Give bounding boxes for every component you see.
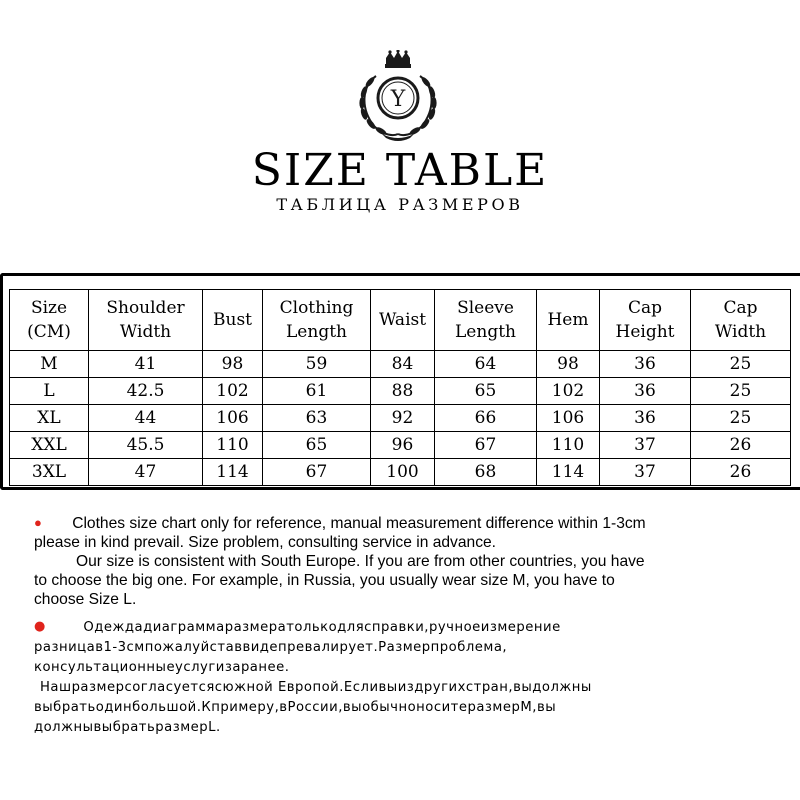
note-line: консультационныеуслугизаранее. bbox=[34, 660, 290, 675]
cell-clothing-length: 65 bbox=[263, 432, 371, 459]
header-bust: Bust bbox=[203, 290, 263, 351]
cell-bust: 102 bbox=[203, 378, 263, 405]
note-line: to choose the big one. For example, in Russia, you usually wear size M, you have to bbox=[34, 572, 615, 589]
cell-shoulder-width: 44 bbox=[89, 405, 203, 432]
cell-clothing-length: 61 bbox=[263, 378, 371, 405]
note-line: должнывыбратьразмерL. bbox=[34, 720, 221, 735]
cell-size: L bbox=[10, 378, 89, 405]
note-line: Our size is consistent with South Europe. If you are from other countries, you have bbox=[76, 553, 645, 570]
cell-size: M bbox=[10, 351, 89, 378]
table-row bbox=[10, 351, 791, 378]
bullet-icon: ● bbox=[34, 619, 46, 634]
cell-hem: 102 bbox=[537, 378, 600, 405]
cell-size: XL bbox=[10, 405, 89, 432]
cell-hem: 114 bbox=[537, 459, 600, 486]
cell-cap-width: 25 bbox=[691, 351, 791, 378]
note-line: Clothes size chart only for reference, manual measurement difference within 1-3cm bbox=[72, 515, 646, 532]
cell-bust: 110 bbox=[203, 432, 263, 459]
cell-size: 3XL bbox=[10, 459, 89, 486]
cell-bust: 106 bbox=[203, 405, 263, 432]
header-shoulder-width: Shoulder Width bbox=[89, 290, 203, 351]
header-sleeve-length: Sleeve Length bbox=[435, 290, 537, 351]
header-cap-width: Cap Width bbox=[691, 290, 791, 351]
cell-hem: 110 bbox=[537, 432, 600, 459]
cell-shoulder-width: 41 bbox=[89, 351, 203, 378]
cell-waist: 92 bbox=[371, 405, 435, 432]
cell-hem: 98 bbox=[537, 351, 600, 378]
note-line: Одеждадиаграммаразмератолькодлясправки,ручноеизмерение bbox=[83, 620, 561, 635]
brand-crest-icon bbox=[350, 50, 446, 142]
table-row bbox=[10, 459, 791, 486]
header-size: Size (CM) bbox=[10, 290, 89, 351]
cell-cap-width: 25 bbox=[691, 405, 791, 432]
cell-cap-height: 36 bbox=[600, 351, 691, 378]
note-line: choose Size L. bbox=[34, 591, 137, 608]
cell-size: XXL bbox=[10, 432, 89, 459]
russian-notes bbox=[34, 618, 800, 738]
header-clothing-length: Clothing Length bbox=[263, 290, 371, 351]
table-header-row bbox=[10, 290, 791, 351]
cell-cap-width: 26 bbox=[691, 432, 791, 459]
size-table bbox=[9, 289, 791, 486]
brand-crest-letter: Y bbox=[390, 87, 406, 112]
cell-cap-height: 36 bbox=[600, 405, 691, 432]
table-row bbox=[10, 405, 791, 432]
header-cap-height: Cap Height bbox=[600, 290, 691, 351]
cell-sleeve-length: 67 bbox=[435, 432, 537, 459]
cell-clothing-length: 63 bbox=[263, 405, 371, 432]
cell-waist: 96 bbox=[371, 432, 435, 459]
cell-clothing-length: 67 bbox=[263, 459, 371, 486]
header-hem: Hem bbox=[537, 290, 600, 351]
table-row bbox=[10, 432, 791, 459]
page-title: SIZE TABLE bbox=[251, 145, 549, 196]
cell-waist: 100 bbox=[371, 459, 435, 486]
cell-shoulder-width: 47 bbox=[89, 459, 203, 486]
cell-cap-width: 26 bbox=[691, 459, 791, 486]
english-notes bbox=[34, 514, 798, 609]
cell-shoulder-width: 42.5 bbox=[89, 378, 203, 405]
cell-bust: 98 bbox=[203, 351, 263, 378]
cell-shoulder-width: 45.5 bbox=[89, 432, 203, 459]
cell-bust: 114 bbox=[203, 459, 263, 486]
cell-clothing-length: 59 bbox=[263, 351, 371, 378]
cell-sleeve-length: 65 bbox=[435, 378, 537, 405]
cell-waist: 84 bbox=[371, 351, 435, 378]
note-line: выбратьодинбольшой.Кпримеру,вРоссии,выобычноноситеразмерМ,вы bbox=[34, 700, 557, 715]
cell-waist: 88 bbox=[371, 378, 435, 405]
header-waist: Waist bbox=[371, 290, 435, 351]
cell-sleeve-length: 64 bbox=[435, 351, 537, 378]
cell-hem: 106 bbox=[537, 405, 600, 432]
table-row bbox=[10, 378, 791, 405]
cell-cap-height: 36 bbox=[600, 378, 691, 405]
cell-cap-width: 25 bbox=[691, 378, 791, 405]
cell-sleeve-length: 68 bbox=[435, 459, 537, 486]
note-line: please in kind prevail. Size problem, consulting service in advance. bbox=[34, 534, 496, 551]
cell-cap-height: 37 bbox=[600, 432, 691, 459]
page-subtitle: ТАБЛИЦА РАЗМЕРОВ bbox=[276, 195, 524, 214]
cell-cap-height: 37 bbox=[600, 459, 691, 486]
note-line: Нашразмерсогласуетсясюжной Европой.Есливыиздругихстран,выдолжны bbox=[40, 680, 592, 695]
note-line: разницав1-3смпожалуйставвидепревалирует.Размерпроблема, bbox=[34, 640, 508, 655]
bullet-icon: ● bbox=[34, 515, 42, 530]
cell-sleeve-length: 66 bbox=[435, 405, 537, 432]
